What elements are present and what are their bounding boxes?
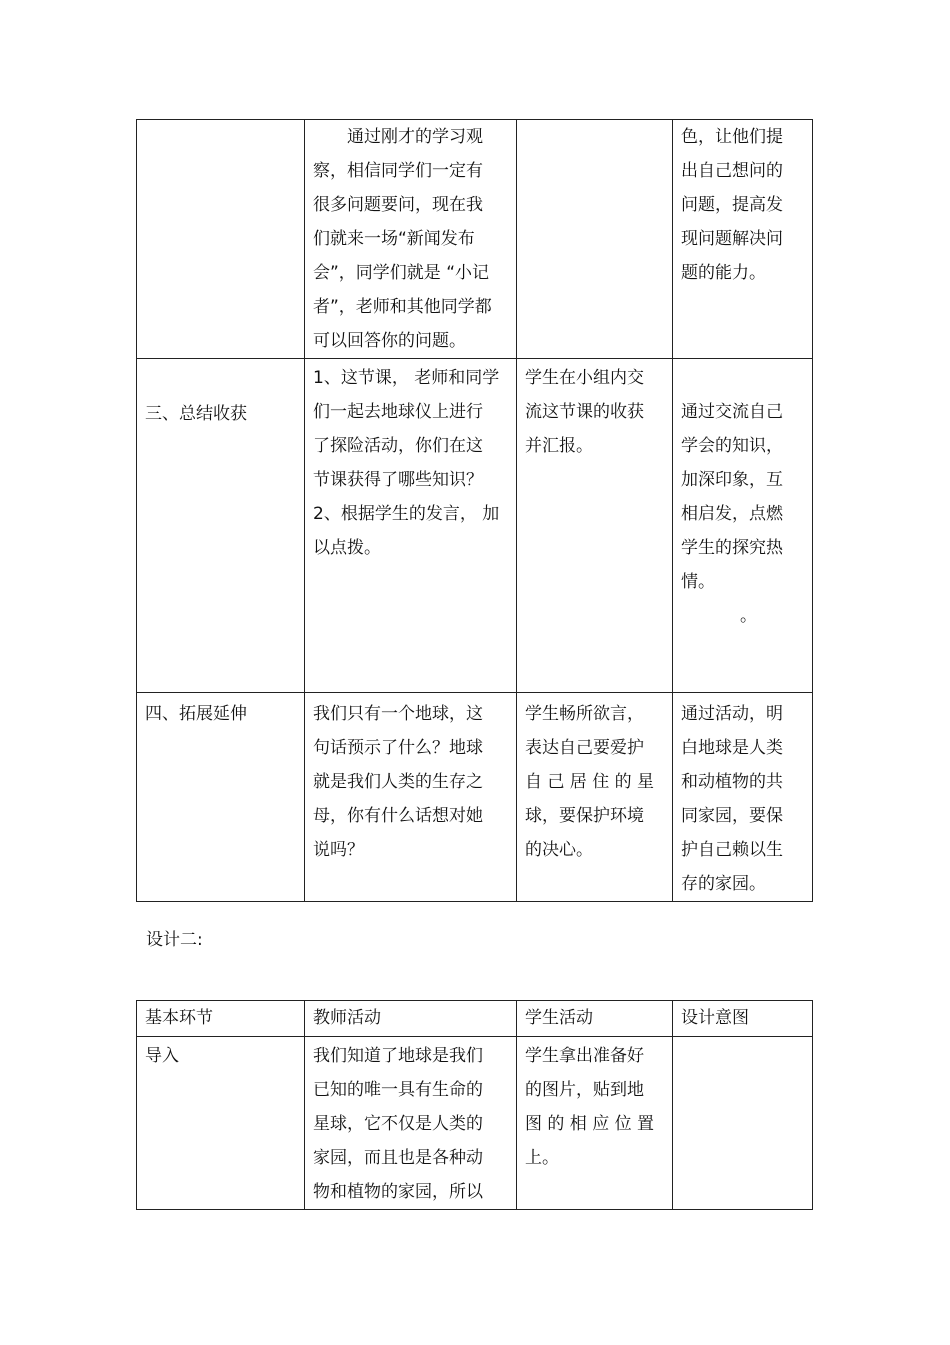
column-header [673, 1001, 813, 1037]
student-activity-text: 学生畅所欲言， 表达自己要爱护 自 己 居 住 的 星 球，要保护环境 的决心。 [525, 704, 655, 860]
student-cell [517, 693, 673, 902]
stage-text: 三、总结收获 [145, 404, 247, 424]
lesson-table-design-one [136, 119, 813, 902]
teacher-activity-text: 1、这节课， 老师和同学 们一起去地球仪上进行 了探险活动，你们在这 节课获得了哪些知识？ 2、根据学生的发言， 加 以点拨。 [313, 368, 500, 558]
trailing-mark: 。 [740, 606, 757, 626]
header-teacher: 教师活动 [313, 1008, 381, 1028]
section-label: 设计二: [146, 930, 203, 950]
teacher-cell [305, 693, 517, 902]
student-cell [517, 120, 673, 359]
column-header [137, 1001, 305, 1037]
teacher-activity-text: 通过刚才的学习观 察，相信同学们一定有 很多问题要问，现在我 们就来一场“新闻发布 会”，同学们就是 “小记 者”，老师和其他同学都 可以回答你的问题。 [313, 127, 492, 351]
design-intent-text: 色，让他们提 出自己想问的 问题，提高发 现问题解决问 题的能力。 [681, 127, 783, 283]
stage-cell [137, 693, 305, 902]
intent-cell [673, 1037, 813, 1210]
teacher-activity-text: 我们知道了地球是我们 已知的唯一具有生命的 星球，它不仅是人类的 家园，而且也是各种动 物和植物的家园，所以 [313, 1046, 483, 1202]
design-intent-text: 通过活动，明 白地球是人类 和动植物的共 同家园，要保 护自己赖以生 存的家园。 [681, 704, 783, 894]
student-activity-text: 学生在小组内交 流这节课的收获 并汇报。 [525, 368, 644, 456]
intent-cell [673, 120, 813, 359]
stage-cell [137, 359, 305, 693]
student-activity-text: 学生拿出准备好 的图片，贴到地 图 的 相 应 位 置 上。 [525, 1046, 655, 1168]
header-row [137, 1001, 813, 1037]
stage-cell [137, 120, 305, 359]
header-stage: 基本环节 [145, 1008, 213, 1028]
table-row [137, 1037, 813, 1210]
design-intent-text: 通过交流自己 学会的知识， 加深印象，互 相启发，点燃 学生的探究热 情。 [681, 402, 783, 592]
teacher-activity-text: 我们只有一个地球，这 句话预示了什么？地球 就是我们人类的生存之 母，你有什么话想对她 说吗？ [313, 704, 483, 860]
table-row [137, 359, 813, 693]
stage-cell [137, 1037, 305, 1210]
table-row [137, 120, 813, 359]
column-header [305, 1001, 517, 1037]
table-row [137, 693, 813, 902]
header-intent: 设计意图 [681, 1008, 749, 1028]
student-cell [517, 359, 673, 693]
teacher-cell [305, 1037, 517, 1210]
header-student: 学生活动 [525, 1008, 593, 1028]
intent-cell [673, 693, 813, 902]
stage-text: 四、拓展延伸 [145, 704, 247, 724]
student-cell [517, 1037, 673, 1210]
stage-text: 导入 [145, 1046, 179, 1066]
lesson-table-design-two [136, 1000, 813, 1210]
column-header [517, 1001, 673, 1037]
teacher-cell [305, 359, 517, 693]
teacher-cell [305, 120, 517, 359]
intent-cell [673, 359, 813, 693]
